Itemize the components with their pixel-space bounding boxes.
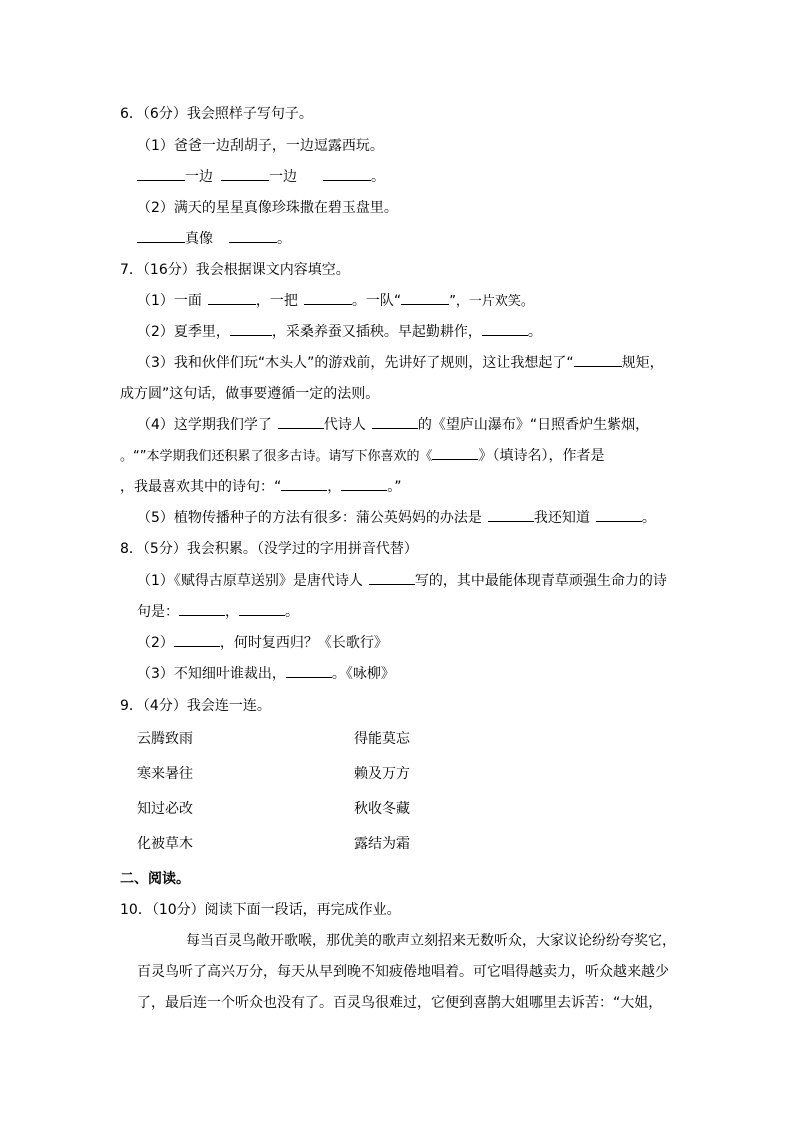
blank[interactable] — [239, 603, 285, 616]
text: （4）这学期我们学了 — [137, 417, 272, 433]
text: 规矩， — [621, 355, 664, 371]
text: ，何时复西归？《长歌行》 — [219, 635, 388, 651]
blank[interactable] — [137, 230, 185, 243]
blank[interactable] — [372, 416, 418, 429]
q6-zhenxiang: 真像 — [185, 231, 213, 247]
text: 句是： — [137, 604, 179, 620]
match-right[interactable]: 秋收冬藏 — [354, 801, 410, 817]
blank[interactable] — [278, 416, 324, 429]
q7-item-4 — [137, 415, 649, 435]
q10-paragraph-line-1: 每当百灵鸟敞开歌喉，那优美的歌声立刻招来无数听众，大家议论纷纷夸奖它， — [186, 933, 676, 949]
blank[interactable] — [488, 509, 534, 522]
blank[interactable] — [482, 323, 528, 336]
text: （3）不知细叶谁裁出， — [137, 666, 286, 682]
q7-item-2 — [137, 322, 542, 342]
blank[interactable] — [286, 665, 332, 678]
blank[interactable] — [401, 292, 449, 305]
blank[interactable] — [369, 572, 415, 585]
q8-item-2 — [137, 633, 388, 653]
text: 。 — [285, 604, 299, 620]
text: （2）夏季里， — [137, 324, 230, 340]
text: ，我最喜欢其中的诗句：“ — [120, 479, 282, 495]
text: 。 — [527, 324, 542, 340]
q6-answer-2 — [137, 229, 291, 249]
text: ，采桑养蚕又插秧。早起勤耕作， — [271, 324, 482, 340]
text: 。“”本学期我们还积累了很多古诗。请写下你喜欢的《 — [120, 449, 433, 464]
match-left[interactable]: 寒来暑往 — [137, 766, 193, 782]
text: 。一队“ — [351, 293, 402, 309]
blank[interactable] — [137, 168, 185, 181]
blank[interactable] — [208, 292, 256, 305]
text: 。” — [387, 479, 402, 495]
q7-item-4-cont2 — [120, 477, 402, 497]
q6-answer-1 — [137, 167, 385, 187]
q9-title: 9．（4分）我会连一连。 — [120, 698, 271, 714]
q8-item-3 — [137, 664, 395, 684]
q6-end-2: 。 — [277, 231, 291, 247]
blank[interactable] — [221, 168, 269, 181]
text: 代诗人 — [323, 417, 366, 433]
q6-yibian-b: 一边 — [269, 169, 297, 185]
blank[interactable] — [432, 447, 478, 460]
q7-item-1 — [137, 291, 534, 312]
q10-paragraph-line-3: 了，最后连一个听众也没有了。百灵鸟很难过，它便到喜鹊大姐哪里去诉苦：“大姐， — [137, 995, 663, 1011]
q7-item-4-cont — [120, 446, 604, 467]
match-right[interactable]: 露结为霜 — [354, 836, 410, 852]
blank[interactable] — [179, 603, 225, 616]
q6-title: 6．（6分）我会照样子写句子。 — [120, 106, 313, 122]
blank[interactable] — [341, 478, 387, 491]
q7-item-3 — [137, 353, 664, 373]
q10-title: 10．（10分）阅读下面一段话，再完成作业。 — [120, 902, 401, 918]
text: ， — [327, 479, 342, 495]
text: ”，一片欢笑。 — [449, 294, 534, 309]
q7-title: 7．（16分）我会根据课文内容填空。 — [120, 262, 350, 278]
blank[interactable] — [596, 509, 642, 522]
text: 的《望庐山瀑布》“日照香炉生紫烟， — [417, 417, 650, 433]
q7-item-3-cont: 成方圆”这句话，做事要遵循一定的法则。 — [120, 386, 380, 402]
text: 》（填诗名），作者是 — [478, 448, 605, 464]
q6-sentence-2: （2）满天的星星真像珍珠撒在碧玉盘里。 — [137, 200, 398, 216]
q8-title: 8．（5分）我会积累。（没学过的字用拼音代替） — [120, 541, 418, 557]
text: 。《咏柳》 — [331, 666, 395, 682]
q6-sentence-1: （1）爸爸一边刮胡子，一边逗露西玩。 — [137, 138, 384, 154]
text: 我还知道 — [533, 510, 590, 526]
text: （2） — [137, 635, 174, 651]
match-right[interactable]: 赖及万方 — [354, 766, 410, 782]
match-left[interactable]: 知过必改 — [137, 801, 193, 817]
text: （1）一面 — [137, 293, 202, 309]
q10-paragraph-line-2: 百灵鸟听了高兴万分，每天从早到晚不知疲倦地唱着。可它唱得越卖力，听众越来越少 — [137, 964, 669, 980]
blank[interactable] — [574, 354, 622, 367]
text: ，一把 — [255, 293, 298, 309]
q9-row-4 — [137, 834, 410, 854]
blank[interactable] — [323, 168, 371, 181]
text: （1）《赋得古原草送别》是唐代诗人 — [137, 573, 363, 589]
blank[interactable] — [229, 230, 277, 243]
q6-yibian-a: 一边 — [185, 169, 213, 185]
text: （3）我和伙伴们玩“木头人”的游戏前，先讲好了规则，这让我想起了“ — [137, 355, 574, 371]
text: 写的，其中最能体现青草顽强生命力的诗 — [414, 573, 667, 589]
text: ， — [225, 604, 239, 620]
text: 。 — [641, 510, 656, 526]
blank[interactable] — [304, 292, 352, 305]
q8-item-1 — [137, 571, 667, 591]
q9-row-2 — [137, 764, 410, 784]
match-left[interactable]: 云腾致雨 — [137, 731, 193, 747]
blank[interactable] — [281, 478, 327, 491]
q7-item-5 — [137, 508, 656, 528]
text: （5）植物传播种子的方法有很多：蒲公英妈妈的办法是 — [137, 510, 482, 526]
match-left[interactable]: 化被草木 — [137, 836, 193, 852]
blank[interactable] — [230, 323, 272, 336]
q6-end-1: 。 — [371, 169, 385, 185]
blank[interactable] — [174, 634, 220, 647]
q8-item-1-cont — [137, 602, 299, 622]
q9-row-3 — [137, 799, 410, 819]
q9-row-1 — [137, 729, 410, 749]
match-right[interactable]: 得能莫忘 — [354, 731, 410, 747]
section-heading: 二、阅读。 — [120, 871, 190, 887]
